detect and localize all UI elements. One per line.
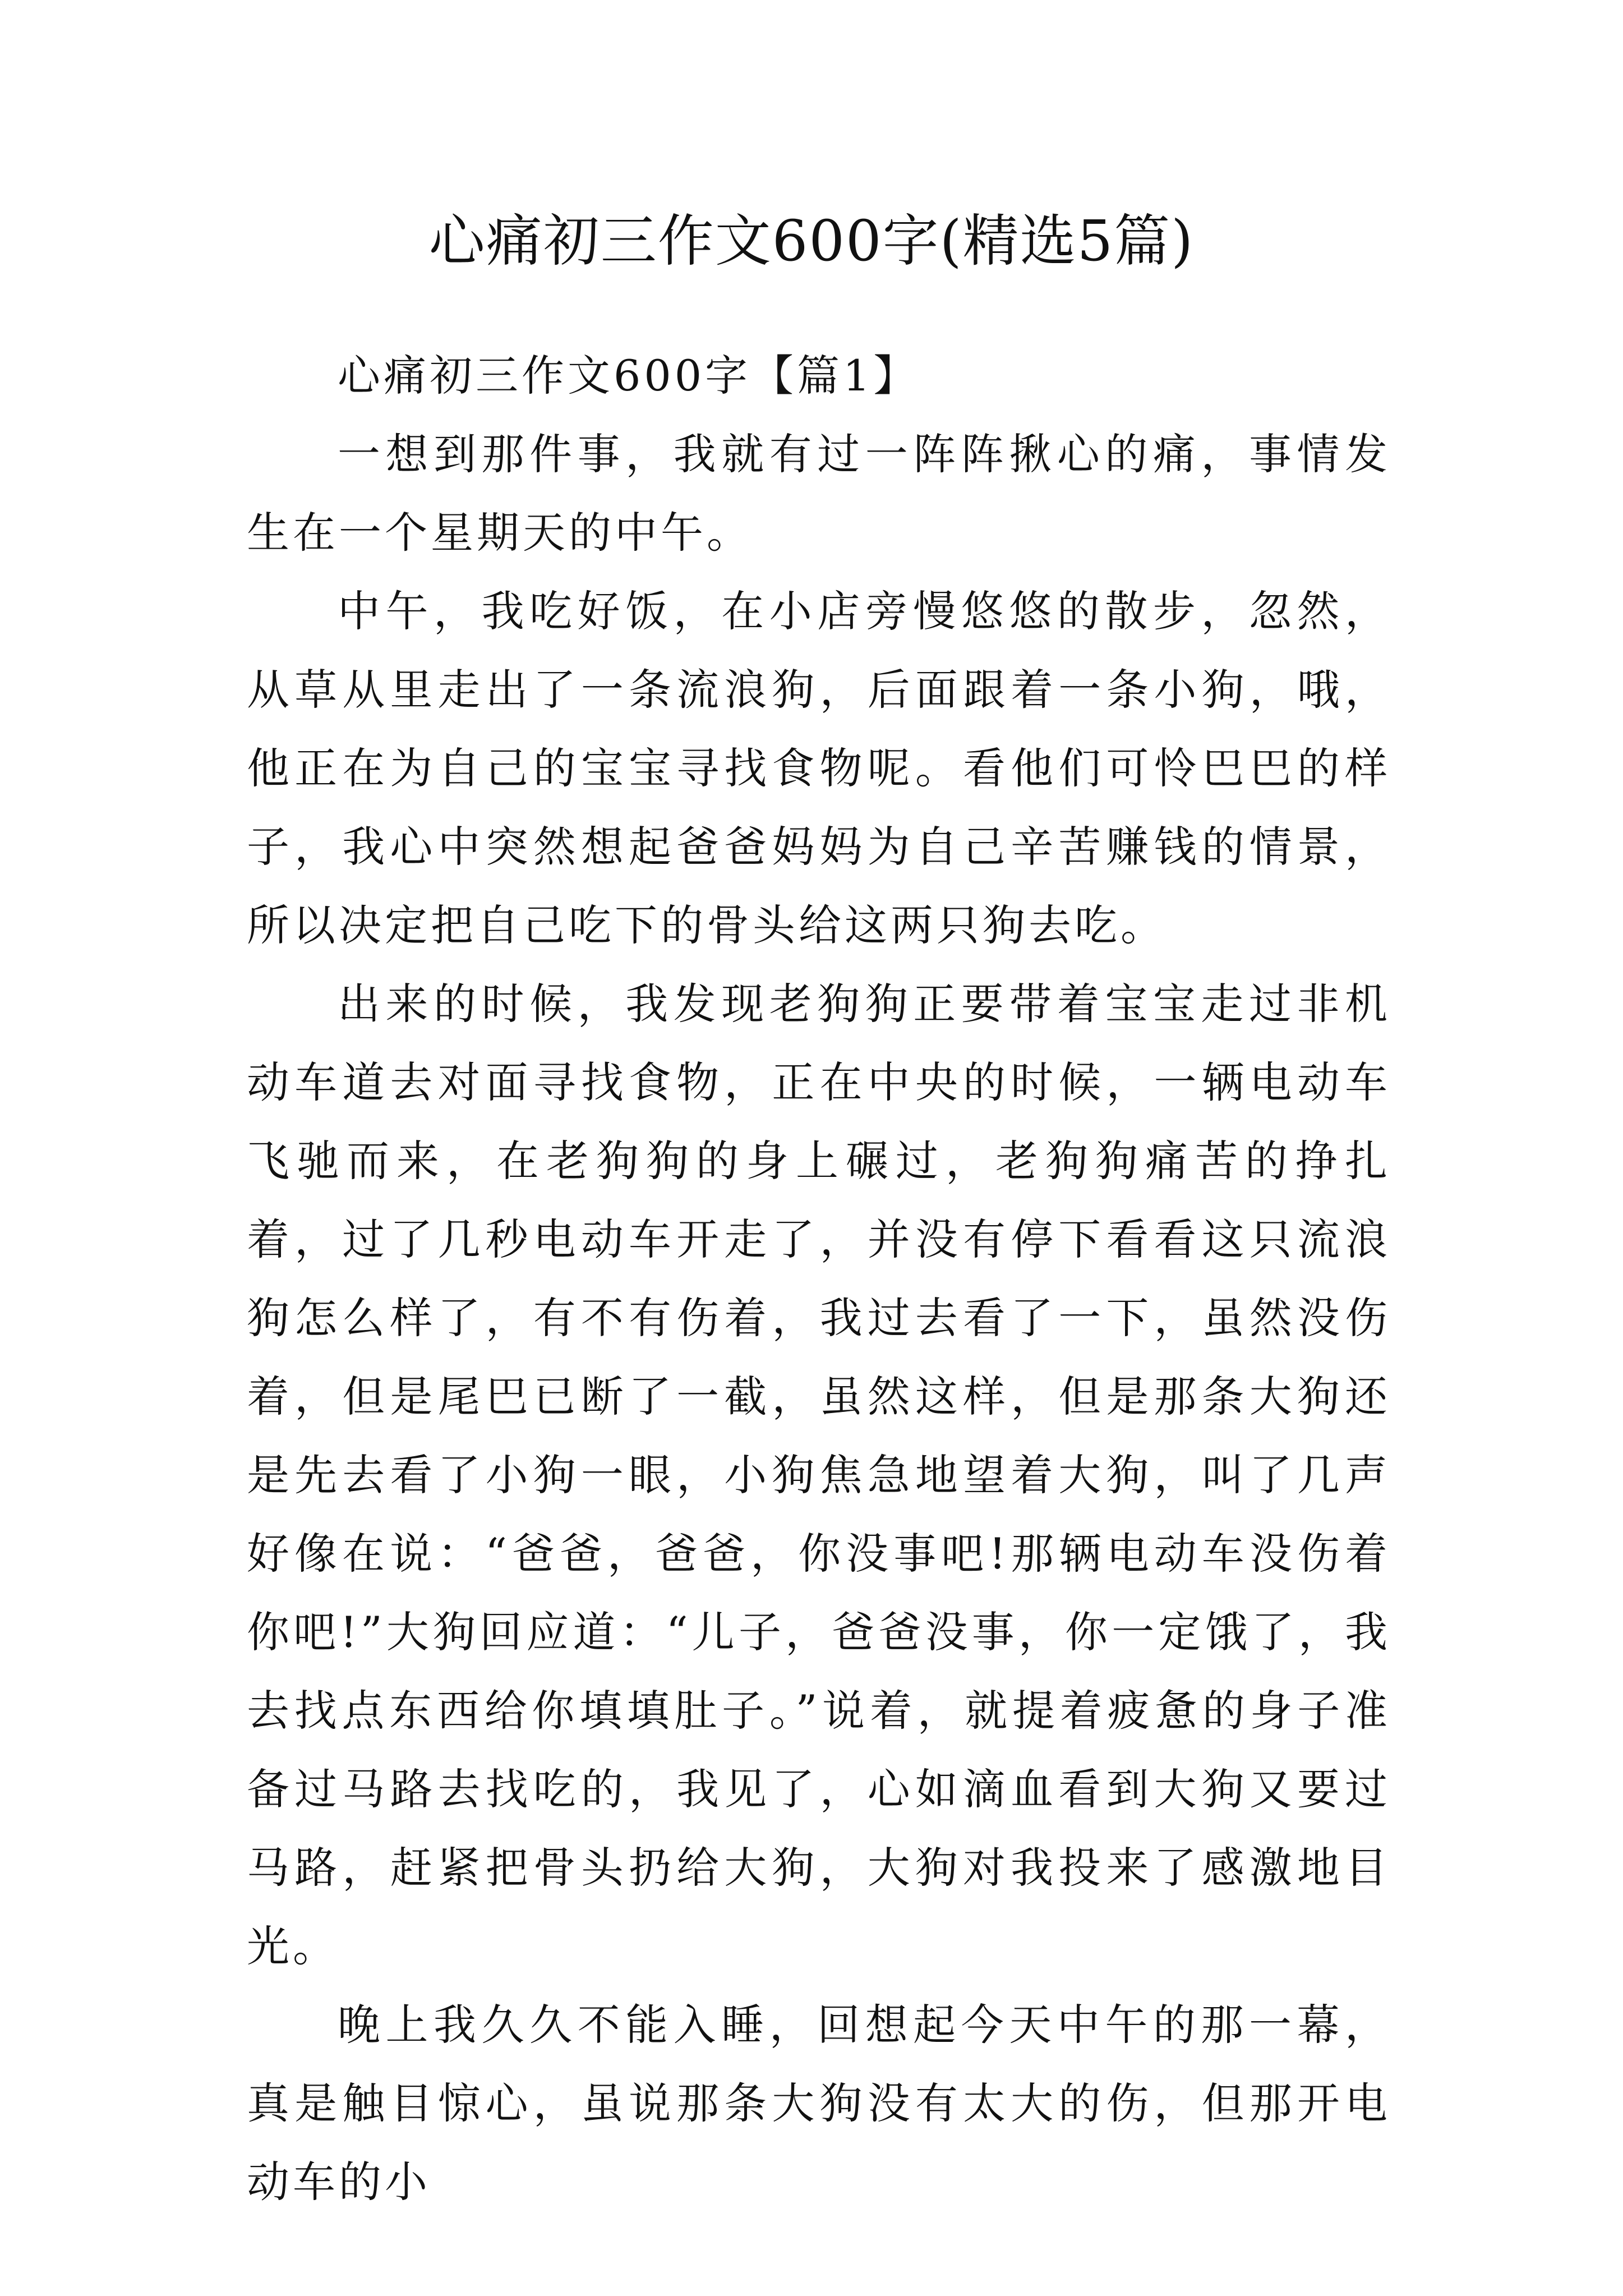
paragraph: 中午，我吃好饭，在小店旁慢悠悠的散步，忽然，从草从里走出了一条流浪狗，后面跟着一条小狗，哦，他正在为自己的宝宝寻找食物呢。看他们可怜巴巴的样子，我心中突然想起爸爸妈妈为自己辛苦赚钱的情景，所以决定把自己吃下的骨头给这两只狗去吃。: [247, 586, 1391, 950]
paragraph: 晚上我久久不能入睡，回想起今天中午的那一幕，真是触目惊心，虽说那条大狗没有太大的伤，但那开电动车的小: [247, 2000, 1391, 2207]
document-title: 心痛初三作文600字(精选5篇): [428, 208, 1195, 274]
paragraph: 一想到那件事，我就有过一阵阵揪心的痛，事情发生在一个星期天的中午。: [247, 429, 1391, 558]
document-body: [247, 337, 1391, 2221]
section-heading: 心痛初三作文600字【篇1】: [338, 351, 920, 401]
paragraph: 出来的时候，我发现老狗狗正要带着宝宝走过非机动车道去对面寻找食物，正在中央的时候，一辆电动车飞驰而来，在老狗狗的身上碾过，老狗狗痛苦的挣扎着，过了几秒电动车开走了，并没有停下看看这只流浪狗怎么样了，有不有伤着，我过去看了一下，虽然没伤着，但是尾巴已断了一截，虽然这样，但是那条大狗还是先去看了小狗一眼，小狗焦急地望着大狗，叫了几声好像在说：“爸爸，爸爸，你没事吧!那辆电动车没伤着你吧!”大狗回应道：“儿子，爸爸没事，你一定饿了，我去找点东西给你填填肚子。”说着，就提着疲惫的身子准备过马路去找吃的，我见了，心如滴血看到大狗又要过马路，赶紧把骨头扔给大狗，大狗对我投来了感激地目光。: [247, 979, 1391, 1971]
